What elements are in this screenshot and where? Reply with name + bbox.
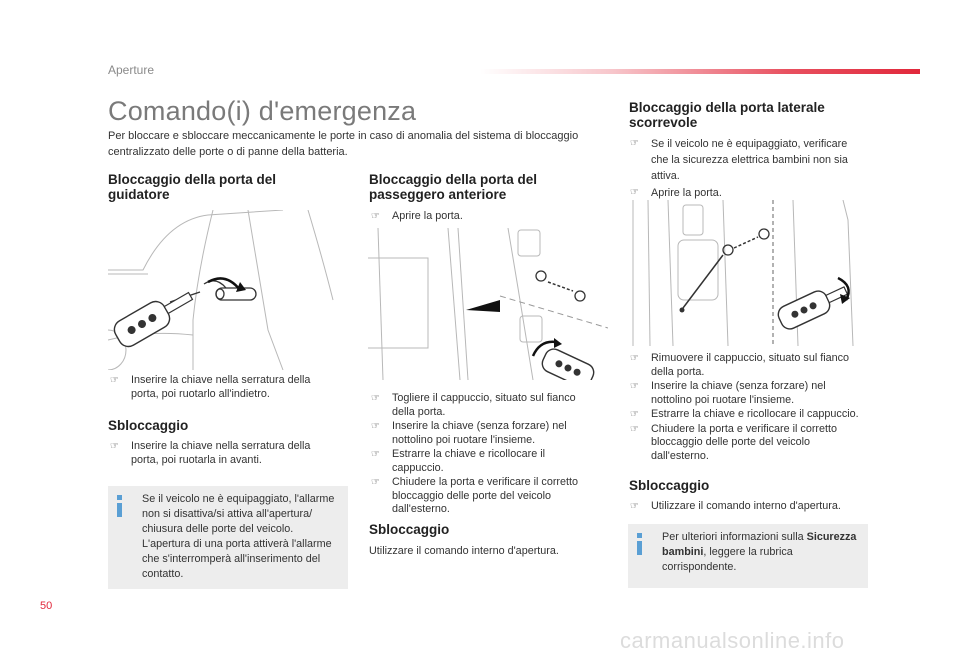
- driver-unlock-heading: Sbloccaggio: [108, 418, 189, 433]
- step-item: [630, 185, 860, 201]
- step-text: Se il veicolo ne è equipaggiato, verificare che la sicurezza elettrica bambini non sia attiva.: [651, 138, 848, 182]
- heading-line: passeggero anteriore: [369, 187, 507, 202]
- pointing-finger-icon: ☞: [630, 187, 639, 198]
- sliding-unlock-heading: Sbloccaggio: [629, 478, 710, 493]
- pointing-finger-icon: ☞: [630, 423, 639, 435]
- heading-line: guidatore: [108, 187, 170, 202]
- step-text: Chiudere la porta e verificare il corretto bloccaggio delle porte del veicolo dall'esterno.: [392, 476, 579, 515]
- step-text: Estrarre la chiave e ricollocare il cappuccio.: [392, 448, 546, 474]
- heading-line: scorrevole: [629, 115, 698, 130]
- sliding-door-heading: [629, 100, 879, 130]
- sliding-unlock-steps: [630, 500, 862, 515]
- pointing-finger-icon: ☞: [630, 353, 639, 364]
- pointing-finger-icon: ☞: [371, 393, 380, 404]
- info-icon: [115, 495, 125, 517]
- step-text: Aprire la porta.: [651, 187, 722, 199]
- heading-line: Bloccaggio della porta del: [108, 172, 277, 187]
- step-text: Rimuovere il cappuccio, situato sul fianco della porta.: [651, 352, 850, 378]
- passenger-door-heading: [369, 172, 609, 202]
- alarm-info-box: [108, 486, 348, 589]
- alarm-info-text: Se il veicolo ne è equipaggiato, l'allarme non si disattiva/si attiva all'apertura/ chiusura delle porte del veicolo. L'apertura di una porta attiverà l'allarme che s'interromperà all'inserimento del contatto.: [142, 493, 335, 580]
- passenger-unlock-heading: Sbloccaggio: [369, 522, 450, 537]
- intro-paragraph: Per bloccare e sbloccare meccanicamente le porte in caso di anomalia del sistema di bloccaggio centralizzato delle porte o di panne della batteria.: [108, 130, 579, 158]
- pointing-finger-icon: ☞: [630, 501, 639, 512]
- step-text: Aprire la porta.: [392, 210, 463, 222]
- step-text: Inserire la chiave nella serratura della porta, poi ruotarla in avanti.: [131, 440, 311, 466]
- step-text: Inserire la chiave (senza forzare) nel nottolino poi ruotare l'insieme.: [651, 380, 826, 406]
- step-text: Inserire la chiave (senza forzare) nel nottolino poi ruotare l'insieme.: [392, 420, 567, 446]
- pointing-finger-icon: ☞: [371, 477, 380, 488]
- step-item: [630, 500, 862, 514]
- step-text: Togliere il cappuccio, situato sul fianco della porta.: [392, 392, 576, 418]
- step-item: [630, 352, 862, 379]
- step-item: [110, 440, 340, 467]
- driver-steps: [110, 374, 340, 402]
- pointing-finger-icon: ☞: [371, 449, 380, 460]
- heading-line: Bloccaggio della porta del: [369, 172, 538, 187]
- step-item: [630, 408, 862, 422]
- sliding-door-illustration: [628, 200, 870, 346]
- driver-unlock-steps: [110, 440, 340, 468]
- info-text-part: , leggere la rubrica corrispondente.: [662, 546, 793, 573]
- door-edge-key-illustration: [368, 228, 608, 380]
- pointing-finger-icon: ☞: [630, 381, 639, 392]
- pointing-finger-icon: ☞: [630, 409, 639, 420]
- step-item: [110, 374, 340, 401]
- passenger-steps: [371, 392, 599, 518]
- child-safety-info-text: [662, 530, 862, 575]
- header-rule: [480, 69, 920, 74]
- watermark: carmanualsonline.info: [620, 628, 845, 653]
- heading-line: Bloccaggio della porta laterale: [629, 100, 825, 115]
- pointing-finger-icon: ☞: [110, 375, 119, 386]
- pointing-finger-icon: ☞: [371, 421, 380, 432]
- step-item: [371, 448, 599, 475]
- step-text: Estrarre la chiave e ricollocare il cappuccio.: [651, 408, 859, 420]
- page-number: 50: [40, 600, 53, 612]
- passenger-unlock-text: Utilizzare il comando interno d'apertura.: [369, 545, 559, 557]
- child-safety-info-box: [628, 524, 868, 588]
- pointing-finger-icon: ☞: [371, 211, 380, 222]
- sliding-steps: [630, 352, 862, 464]
- step-item: [630, 423, 862, 464]
- info-text-part: Per ulteriori informazioni sulla: [662, 531, 804, 543]
- child-safety-link-text: Sicurezza bambini: [662, 531, 857, 558]
- step-text: Inserire la chiave nella serratura della porta, poi ruotarlo all'indietro.: [131, 374, 311, 400]
- sliding-door-key-illustration: [628, 200, 870, 346]
- sliding-steps-top: [630, 136, 860, 202]
- pointing-finger-icon: ☞: [110, 441, 119, 452]
- driver-door-heading: [108, 172, 338, 202]
- passenger-steps-top: [371, 210, 601, 225]
- step-item: [371, 210, 601, 224]
- info-icon: [635, 533, 645, 555]
- step-item: [371, 476, 599, 517]
- step-item: [630, 136, 860, 184]
- step-item: [630, 380, 862, 407]
- pointing-finger-icon: ☞: [630, 138, 639, 149]
- step-item: [371, 420, 599, 447]
- page-title: Comando(i) d'emergenza: [108, 96, 417, 126]
- driver-door-illustration: [108, 210, 348, 370]
- step-item: [371, 392, 599, 419]
- section-label: Aperture: [108, 63, 155, 77]
- step-text: Chiudere la porta e verificare il corretto bloccaggio delle porte del veicolo dall'esterno.: [651, 422, 838, 462]
- passenger-door-illustration: [368, 228, 608, 380]
- step-text: Utilizzare il comando interno d'apertura.: [651, 500, 841, 512]
- door-key-illustration: [108, 210, 348, 370]
